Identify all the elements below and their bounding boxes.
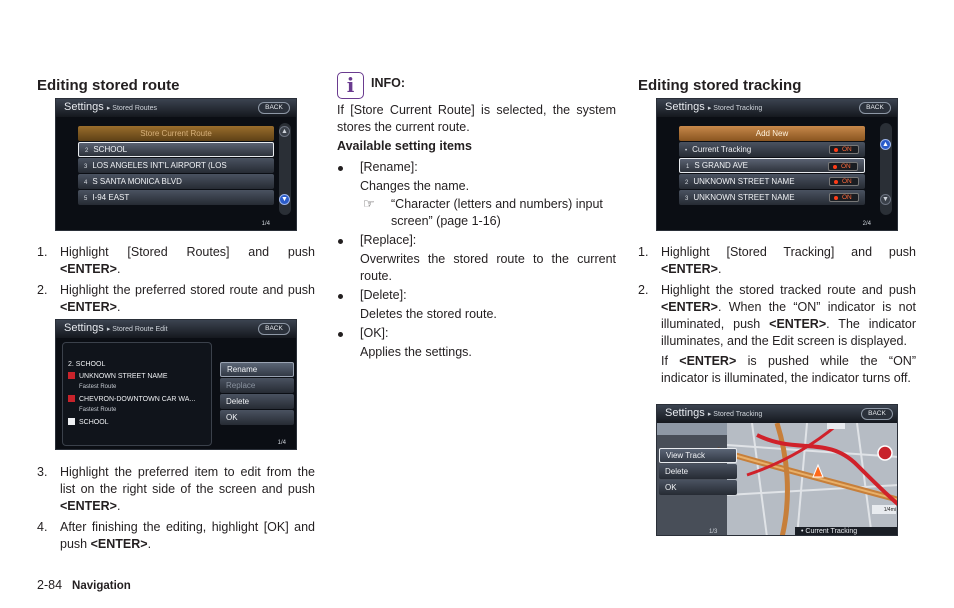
- setting-item-replace: [Replace]: Overwrites the stored route to the current route.: [337, 232, 616, 285]
- stored-tracking-map-screen: [656, 404, 898, 536]
- delete-button[interactable]: Delete: [659, 464, 737, 479]
- destination-flag-icon: [68, 418, 75, 425]
- add-new-button[interactable]: Add New: [679, 126, 865, 141]
- list-item[interactable]: 1 S GRAND AVE ON: [679, 158, 865, 173]
- destination: SCHOOL: [68, 417, 195, 429]
- steps-list-3: [638, 244, 916, 391]
- step-item: 2. Highlight the stored tracked route and push <ENTER>. When the “ON” indicator is not illuminated, push <ENTER>. The indicator illuminates, and the Edit screen is displayed.: [638, 283, 917, 348]
- screen-title: Settings ▸ Stored Routes: [64, 101, 158, 113]
- track-menu: [659, 448, 737, 496]
- route-detail-panel: 2. SCHOOL UNKNOWN STREET NAME Fastest Route CHEVRON-DOWNTOWN CAR WA... Fastest Route SCHOOL: [62, 342, 212, 446]
- view-track-button[interactable]: View Track: [659, 448, 737, 463]
- replace-button[interactable]: Replace: [220, 378, 294, 393]
- flag-icon: [68, 395, 75, 402]
- delete-button[interactable]: Delete: [220, 394, 294, 409]
- list-item[interactable]: 3 UNKNOWN STREET NAME ON: [679, 190, 865, 205]
- setting-items-list: [337, 159, 616, 363]
- info-text: If [Store Current Route] is selected, the system stores the current route.: [337, 103, 616, 134]
- list-item[interactable]: 2 UNKNOWN STREET NAME ON: [679, 174, 865, 189]
- back-button[interactable]: BACK: [258, 102, 290, 114]
- list-item[interactable]: 3 LOS ANGELES INT'L AIRPORT (LOS: [78, 158, 274, 173]
- step-item: 3. Highlight the preferred item to edit from the list on the right side of the screen and push <ENTER>.: [37, 465, 315, 513]
- step-note: If <ENTER> is pushed while the “ON” indicator is illuminated, the indicator turns off.: [661, 354, 916, 385]
- page-footer: [37, 578, 131, 592]
- setting-item-ok: [OK]: Applies the settings.: [337, 325, 616, 361]
- info-icon: i: [337, 72, 364, 99]
- on-indicator: ON: [828, 162, 858, 171]
- screen-title: Settings ▸ Stored Route Edit: [64, 322, 168, 334]
- screen-title: Settings ▸ Stored Tracking: [665, 101, 763, 113]
- route-list: [78, 126, 274, 206]
- stored-tracking-screen: [656, 98, 898, 231]
- edit-menu: [220, 362, 294, 426]
- tracking-list: [679, 126, 865, 206]
- scale-label: 1/4mi: [883, 507, 896, 513]
- scroll-down-icon[interactable]: ▼: [880, 194, 891, 205]
- scroll-up-icon[interactable]: ▲: [279, 126, 290, 137]
- on-indicator: ON: [829, 193, 859, 202]
- steps-list-2: [37, 464, 315, 557]
- list-item[interactable]: 2 SCHOOL: [78, 142, 274, 157]
- step-item: 4. After finishing the editing, highlight [OK] and push <ENTER>.: [37, 520, 315, 551]
- scroll-down-icon[interactable]: ▼: [279, 194, 290, 205]
- on-indicator: ON: [829, 145, 859, 154]
- store-current-route-item[interactable]: Store Current Route: [78, 126, 274, 141]
- on-indicator: ON: [829, 177, 859, 186]
- ok-button[interactable]: OK: [659, 480, 737, 495]
- page-indicator: 1/4: [261, 221, 270, 227]
- back-button[interactable]: BACK: [859, 102, 891, 114]
- back-button[interactable]: BACK: [258, 323, 290, 335]
- setting-item-delete: [Delete]: Deletes the stored route.: [337, 287, 616, 323]
- back-button[interactable]: BACK: [861, 408, 893, 420]
- reference-hand-icon: ☞: [363, 196, 375, 211]
- page-indicator: 1/3: [709, 529, 718, 535]
- list-item[interactable]: • Current Tracking ON: [679, 142, 865, 157]
- step-item: 1. Highlight [Stored Routes] and push <ENTER>.: [37, 245, 315, 276]
- stored-route-edit-screen: [55, 319, 297, 450]
- stored-routes-screen: [55, 98, 297, 231]
- section-name: Navigation: [72, 580, 131, 592]
- steps-list-1: [37, 244, 315, 320]
- page-number: 2-84: [37, 578, 63, 592]
- map-view[interactable]: [657, 405, 898, 536]
- flag-icon: [68, 372, 75, 379]
- waypoint: UNKNOWN STREET NAME: [68, 371, 195, 383]
- status-bar: • Current Tracking: [795, 527, 898, 536]
- waypoint: CHEVRON-DOWNTOWN CAR WA...: [68, 394, 195, 406]
- scroll-up-icon[interactable]: ▲: [880, 139, 891, 150]
- screen-title: Settings ▸ Stored Tracking: [665, 407, 763, 419]
- page-indicator: 1/4: [277, 440, 286, 446]
- route-name: 2. SCHOOL: [68, 361, 106, 368]
- section-title-editing-stored-tracking: Editing stored tracking: [638, 77, 802, 94]
- page-indicator: 2/4: [862, 221, 871, 227]
- settings-heading: Available setting items: [337, 139, 472, 153]
- step-item: 2. Highlight the preferred stored route and push <ENTER>.: [37, 283, 315, 314]
- info-label: INFO:: [371, 76, 406, 90]
- page-reference: ☞ “Character (letters and numbers) input screen” (page 1-16): [363, 196, 603, 228]
- step-item: 1. Highlight [Stored Tracking] and push <ENTER>.: [638, 245, 916, 276]
- list-item[interactable]: 5 I-94 EAST: [78, 190, 274, 205]
- section-title-editing-stored-route: Editing stored route: [37, 77, 180, 94]
- list-item[interactable]: 4 S SANTA MONICA BLVD: [78, 174, 274, 189]
- ok-button[interactable]: OK: [220, 410, 294, 425]
- setting-item-rename: [Rename]: Changes the name. ☞ “Character (letters and numbers) input screen” (page 1-16): [337, 159, 616, 230]
- rename-button[interactable]: Rename: [220, 362, 294, 377]
